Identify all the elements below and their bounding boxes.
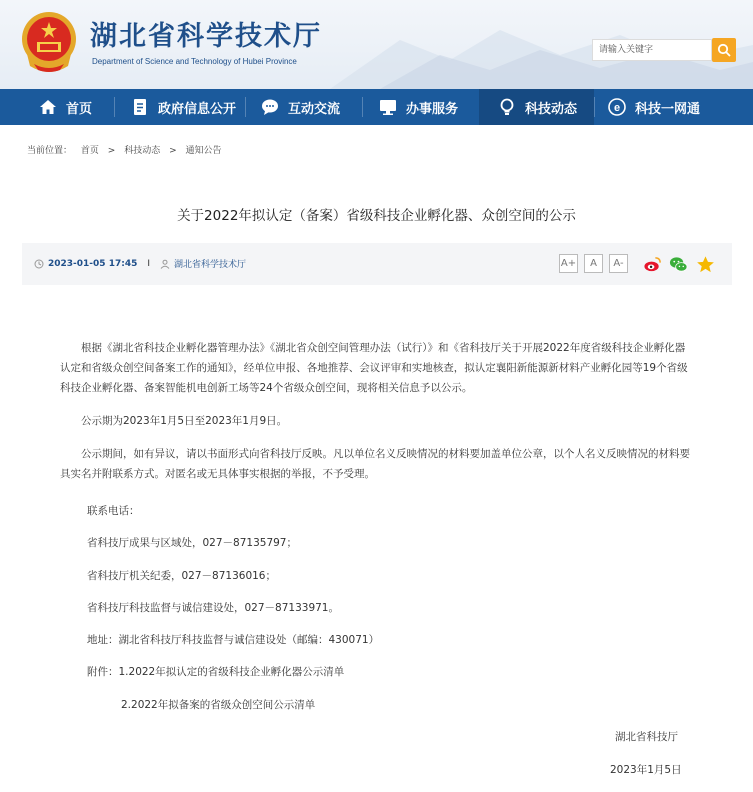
breadcrumb-separator: > [107,146,116,156]
breadcrumb-item-home[interactable]: 首页 [80,146,99,156]
favorite-star-icon[interactable] [696,255,715,274]
article-meta-bar [22,243,732,285]
signature: 湖北省科技厅 [615,731,678,743]
nav-label: 互动交流 [288,101,341,117]
font-size-increase-button[interactable]: A+ [559,254,578,273]
article-title: 关于2022年拟认定（备案）省级科技企业孵化器、众创空间的公示 [177,208,576,224]
nav-item-interaction[interactable] [260,89,340,125]
nav-item-home[interactable] [38,89,92,125]
article-paragraph: 根据《湖北省科技企业孵化器管理办法》《湖北省众创空间管理办法（试行）》和《省科技厅关于开展2022年度省级科技企业孵化器认定和省级众创空间备案工作的通知》，经单位申报、各地推荐、会议评审和实地核查，拟认定襄阳新能源新材料产业孵化园等19个省级科技企业孵化器、备案智能机电创新工场等24个省级众创空间，现将相关信息予以公示。 [60,342,688,394]
contact-line: 省科技厅成果与区域处，027－87135797； [87,537,297,549]
search-icon [717,43,731,57]
home-icon [38,97,58,117]
bulb-icon [497,97,517,117]
search-input[interactable]: 请输入关键字 [592,39,712,61]
user-icon [160,259,170,269]
document-icon [130,97,150,117]
nav-label: 政府信息公开 [158,101,237,117]
clock-icon [34,259,44,269]
contact-line: 省科技厅科技监督与诚信建设处，027－87133971。 [87,602,339,614]
sign-date: 2023年1月5日 [610,764,682,776]
nav-label: 办事服务 [406,101,459,117]
nav-label: 首页 [66,101,93,117]
nav-item-tech-news[interactable] [479,89,594,125]
nav-divider [594,97,595,117]
main-nav [0,89,753,125]
chat-icon [260,97,280,117]
attachment-link-2[interactable]: 2.2022年拟备案的省级众创空间公示清单 [121,699,316,711]
breadcrumb-item-news[interactable]: 科技动态 [124,146,161,156]
weibo-share-icon[interactable] [643,255,662,274]
contact-line: 省科技厅机关纪委，027－87136016； [87,570,276,582]
breadcrumb-separator: > [169,146,177,156]
contact-label: 联系电话： [87,505,140,517]
nav-label: 科技动态 [525,101,578,117]
nav-label: 科技一网通 [635,101,701,117]
nav-item-gov-info[interactable] [130,89,236,125]
breadcrumb [27,143,228,156]
breadcrumb-item-notice[interactable]: 通知公告 [185,146,222,156]
article-meta [34,257,246,270]
article-body [60,338,694,497]
article-paragraph: 公示期为2023年1月5日至2023年1月9日。 [81,415,288,427]
search-button[interactable] [712,38,736,62]
nav-item-tech-portal[interactable] [607,89,700,125]
site-subtitle: Department of Science and Technology of Hubei Province [92,57,297,66]
article-datetime: 2023-01-05 17:45 [48,258,138,269]
address-line: 地址：湖北省科技厅科技监督与诚信建设处（邮编：430071） [87,634,380,646]
article-paragraph: 公示期间，如有异议，请以书面形式向省科技厅反映。凡以单位名义反映情况的材料要加盖单位公章，以个人名义反映情况的材料要具实名并附联系方式。对匿名或无具体事实根据的举报，不予受理。 [60,448,690,480]
nav-divider [362,97,363,117]
wechat-share-icon[interactable] [669,255,688,274]
attachment-link-1[interactable]: 附件：1.2022年拟认定的省级科技企业孵化器公示清单 [87,666,345,678]
font-size-normal-button[interactable]: A [584,254,603,273]
national-emblem-logo [20,10,78,74]
e-icon [607,97,627,117]
svg-text:e: e [613,102,621,114]
nav-divider [245,97,246,117]
nav-item-services[interactable] [378,89,458,125]
meta-divider: I [147,258,151,269]
font-size-decrease-button[interactable]: A- [609,254,628,273]
article-source: 湖北省科学技术厅 [174,260,247,270]
breadcrumb-prefix: 当前位置： [27,146,73,156]
monitor-icon [378,97,398,117]
nav-divider [114,97,115,117]
site-title: 湖北省科学技术厅 [90,21,322,52]
site-header [0,0,753,89]
